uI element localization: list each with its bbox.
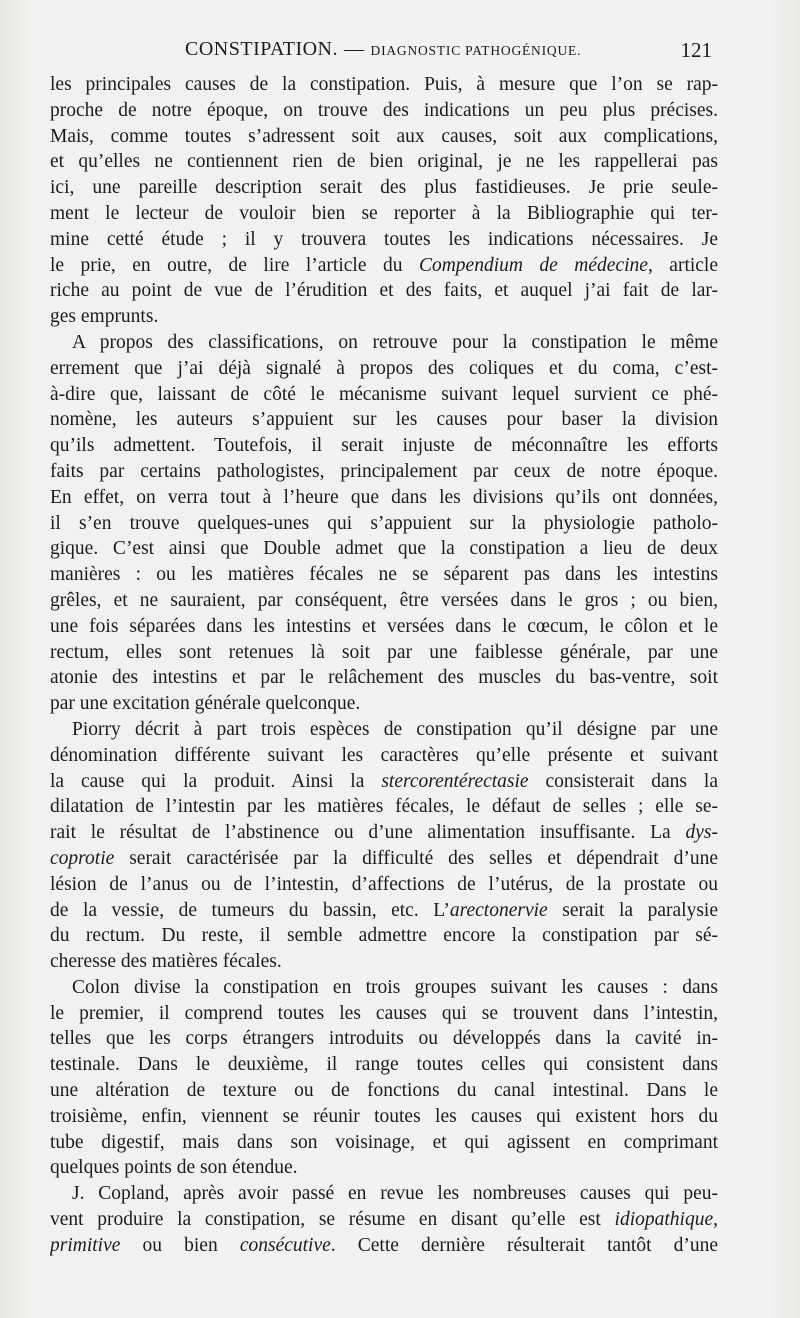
section-subtitle: DIAGNOSTIC PATHOGÉNIQUE. [370,43,582,58]
text-segment: . Cette dernière résulterait tantôt d’une [330,1234,718,1256]
italic-text: idiopathique [614,1209,714,1231]
text-line [50,278,718,304]
text-segment: de la vessie, de tumeurs du bassin, etc. L’ [50,899,450,921]
text-segment: ges emprunts. [50,306,159,328]
text-segment: J. Copland, après avoir passé en revue les nombreuses causes qui peu- [72,1183,718,1205]
text-line [50,304,718,330]
text-segment: mine cetté étude ; il y trouvera toutes les indications nécessaires. Je [50,228,718,250]
text-segment: lésion de l’anus ou de l’intestin, d’affections de l’utérus, de la prostate ou [50,873,718,895]
text-segment: , [713,1209,718,1231]
text-segment: le prie, en outre, de lire l’article du [50,254,419,276]
italic-text: coprotie [50,847,115,869]
text-segment: faits par certains pathologistes, principalement par ceux de notre époque. [50,460,718,482]
text-segment: telles que les corps étrangers introduits ou développés dans la cavité in- [50,1028,718,1050]
text-segment: , article [647,254,718,276]
text-line [50,124,718,150]
text-segment: gique. C’est ainsi que Double admet que la constipation a lieu de deux [50,538,718,560]
text-segment: la cause qui la produit. Ainsi la [50,770,382,792]
text-segment: nomène, les auteurs s’appuient sur les causes pour baser la division [50,409,718,431]
italic-text: dys- [685,822,718,844]
text-segment: il s’en trouve quelques-unes qui s’appuient sur la physiologie patholo- [50,512,718,534]
text-line [50,149,718,175]
title-dash: — [344,38,365,60]
italic-text: primitive [50,1234,121,1256]
text-line [50,562,718,588]
text-segment: troisième, enfin, viennent se réunir toutes les causes qui existent hors du [50,1105,718,1127]
text-line [50,356,718,382]
text-line [50,1001,718,1027]
text-segment: consisterait dans la [528,770,718,792]
text-segment: dénomination différente suivant les caractères qu’elle présente et suivant [50,744,718,766]
text-line [50,665,718,691]
text-segment: grêles, et ne sauraient, par conséquent, être versées dans le gros ; ou bien, [50,589,718,611]
text-segment: riche au point de vue de l’érudition et des faits, et auquel j’ai fait de lar- [50,280,718,302]
text-segment: par une excitation générale quelconque. [50,693,361,715]
text-line [50,588,718,614]
text-segment: le premier, il comprend toutes les causes qui se trouvent dans l’intestin, [50,1002,718,1024]
text-line [50,820,718,846]
text-line [50,1078,718,1104]
text-segment: manières : ou les matières fécales ne se séparent pas dans les intestins [50,564,718,586]
text-segment: atonie des intestins et par le relâchement des muscles du bas-ventre, soit [50,667,718,689]
text-line [50,743,718,769]
text-line [50,1052,718,1078]
text-line [50,923,718,949]
text-line [50,846,718,872]
running-title [185,38,581,61]
text-segment: et qu’elles ne contiennent rien de bien original, je ne les rappellerai pas [50,151,718,173]
text-line [50,794,718,820]
text-segment: une altération de texture ou de fonctions du canal intestinal. Dans le [50,1080,718,1102]
text-segment: errement que j’ai déjà signalé à propos des coliques et du coma, c’est- [50,357,718,379]
text-segment: une fois séparées dans les intestins et versées dans le cœcum, le côlon et le [50,615,718,637]
text-line [50,98,718,124]
text-line [50,614,718,640]
text-segment: rait le résultat de l’abstinence ou d’une alimentation insuffisante. La [50,822,686,844]
text-line [50,1026,718,1052]
text-line [50,459,718,485]
text-line [50,536,718,562]
text-segment: cheresse des matières fécales. [50,951,282,973]
text-segment: proche de notre époque, on trouve des indications un peu plus précises. [50,99,718,121]
text-line [50,691,718,717]
text-segment: qu’ils admettent. Toutefois, il serait injuste de méconnaître les efforts [50,435,718,457]
text-line [50,407,718,433]
text-line [50,975,718,1001]
text-segment: dilatation de l’intestin par les matières fécales, le défaut de selles ; elle se- [50,796,718,818]
text-line [50,330,718,356]
text-line [50,253,718,279]
text-line [50,227,718,253]
text-line [50,949,718,975]
text-segment: les principales causes de la constipation. Puis, à mesure que l’on se rap- [50,74,718,95]
text-line [50,72,718,98]
text-segment: serait la paralysie [547,899,718,921]
text-segment: du rectum. Du reste, il semble admettre encore la constipation par sé- [50,925,718,947]
text-line [50,1181,718,1207]
text-line [50,898,718,924]
text-segment: vent produire la constipation, se résume en disant qu’elle est [50,1209,615,1231]
italic-text: stercorentérectasie [381,770,529,792]
text-line [50,717,718,743]
text-segment: à-dire que, laissant de côté le mécanisme suivant lequel survient ce phé- [50,383,718,405]
text-segment: ment le lecteur de vouloir bien se reporter à la Bibliographie qui ter- [50,202,718,224]
text-line [50,485,718,511]
text-line [50,1104,718,1130]
text-line [50,511,718,537]
text-segment: Mais, comme toutes s’adressent soit aux causes, soit aux complications, [50,125,718,147]
text-line [50,175,718,201]
italic-text: arectonervie [449,899,548,921]
text-segment: Piorry décrit à part trois espèces de constipation qu’il désigne par une [72,718,718,740]
text-line [50,640,718,666]
body-text [50,72,718,1259]
text-segment: tube digestif, mais dans son voisinage, et qui agissent en comprimant [50,1131,718,1153]
text-line [50,433,718,459]
text-line [50,769,718,795]
text-segment: serait caractérisée par la difficulté des selles et dépendrait d’une [114,847,718,869]
italic-text: Compendium de médecine [418,254,648,276]
running-header [50,38,712,68]
text-line [50,1233,718,1259]
text-segment: rectum, elles sont retenues là soit par une faiblesse générale, par une [50,641,718,663]
text-line [50,1130,718,1156]
text-segment: ou bien [120,1234,240,1256]
chapter-title: CONSTIPATION. [185,38,339,60]
text-segment: ici, une pareille description serait des plus fastidieuses. Je prie seule- [50,177,718,199]
text-line [50,1155,718,1181]
text-line [50,201,718,227]
text-line [50,872,718,898]
text-segment: A propos des classifications, on retrouve pour la constipation le même [72,331,718,353]
page-number: 121 [680,38,712,62]
italic-text: consécutive [239,1234,331,1256]
text-line [50,1207,718,1233]
text-segment: Colon divise la constipation en trois groupes suivant les causes : dans [72,976,718,998]
text-line [50,382,718,408]
text-segment: quelques points de son étendue. [50,1157,298,1179]
text-segment: testinale. Dans le deuxième, il range toutes celles qui consistent dans [50,1054,718,1076]
text-segment: En effet, on verra tout à l’heure que dans les divisions qu’ils ont données, [50,486,718,508]
